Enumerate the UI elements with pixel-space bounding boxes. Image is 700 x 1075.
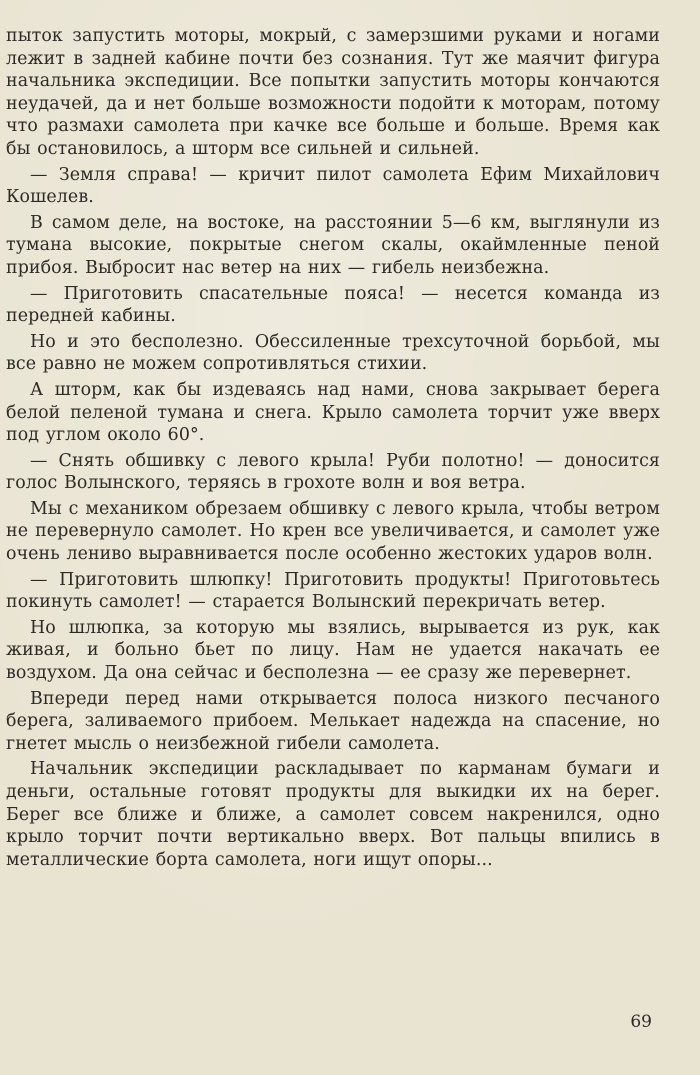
paragraph: Впереди перед нами открывается полоса низкого песчаного берега, заливаемого прибоем. Мелькает надежда на спасение, но гнетет мысль о неизбежной гибели самолета. <box>6 688 660 754</box>
paragraph: Но и это бесполезно. Обессиленные трехсуточной борьбой, мы все равно не можем сопротивляться стихии. <box>6 331 660 375</box>
paragraph: Мы с механиком обрезаем обшивку с левого крыла, чтобы ветром не перевернуло самолет. Но крен все увеличивается, и самолет уже очень лениво выравнивается после особенно жестоких ударов волн. <box>6 498 660 565</box>
paragraph: В самом деле, на востоке, на расстоянии 5—6 км, выглянули из тумана высокие, покрытые снегом скалы, окаймленные пеной прибоя. Выбросит нас ветер на них — гибель неизбежна. <box>6 212 660 278</box>
body-text <box>6 25 660 871</box>
paragraph: А шторм, как бы издеваясь над нами, снова закрывает берега белой пеленой тумана и снега. Крыло самолета торчит уже вверх под углом около 60°. <box>6 379 660 446</box>
paragraph: Начальник экспедиции раскладывает по карманам бумаги и деньги, остальные готовят продукты для выкидки их на берег. Берег все ближе и ближе, а самолет совсем накренился, одно крыло торчит почти вертикально вверх. Вот пальцы впились в металлические борта самолета, ноги ищут опоры... <box>6 759 660 870</box>
paragraph: Но шлюпка, за которую мы взялись, вырывается из рук, как живая, и больно бьет по лицу. Нам не удается накачать ее воздухом. Да она сейчас и бесполезна — ее сразу же перевернет. <box>6 617 660 684</box>
paragraph: — Приготовить шлюпку! Приготовить продукты! Приготовьтесь покинуть самолет! — старается Волынский перекричать ветер. <box>6 569 660 613</box>
paragraph: — Снять обшивку с левого крыла! Руби полотно! — доносится голос Волынского, теряясь в грохоте волн и воя ветра. <box>6 450 660 494</box>
paragraph: — Земля справа! — кричит пилот самолета Ефим Михайлович Кошелев. <box>6 164 660 208</box>
paragraph: — Приготовить спасательные пояса! — несется команда из передней кабины. <box>6 283 660 327</box>
page-number: 69 <box>630 1012 652 1032</box>
paragraph: пыток запустить моторы, мокрый, с замерзшими руками и ногами лежит в задней кабине почти без сознания. Тут же маячит фигура начальника экспедиции. Все попытки запустить моторы кончаются неудачей, да и нет больше возможности подойти к моторам, потому что размахи самолета при качке все больше и больше. Время как бы остановилось, а шторм все сильней и сильней. <box>6 26 660 159</box>
